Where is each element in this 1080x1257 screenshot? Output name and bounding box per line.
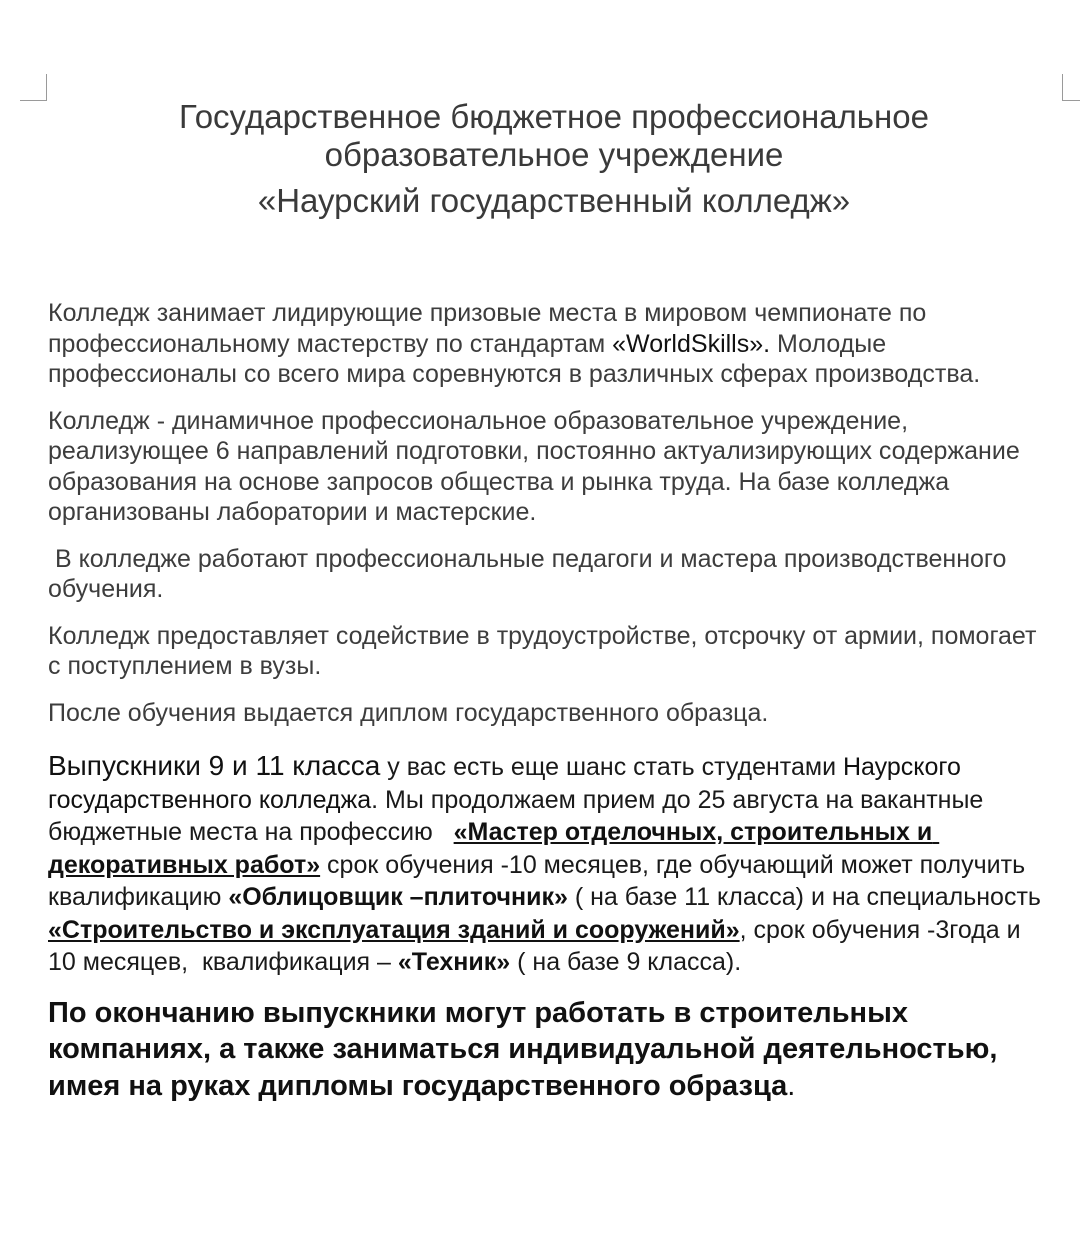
- document-body: [48, 298, 1053, 1120]
- qualification-tiler: «Облицовщик –плиточник»: [228, 883, 568, 911]
- admission-paragraph: [48, 750, 1053, 979]
- paragraph-worldskills: [48, 298, 1053, 390]
- final-paragraph: [48, 995, 1053, 1105]
- admission-text-1: у вас есть еще шанс стать студентами: [380, 753, 843, 781]
- college-name-title: «Наурский государственный колледж»: [257, 182, 851, 219]
- institution-type-line-2: образовательное учреждение: [324, 136, 784, 173]
- paragraph-worldskills-tail: Молодые профессионалы со всего мира соревнуются в различных сферах производства.: [48, 329, 981, 388]
- worldskills-name: «WorldSkills».: [612, 329, 771, 358]
- admission-text-4: ( на базе 11 класса) и на специальность: [567, 883, 1048, 911]
- document-header: [48, 98, 1060, 220]
- qualification-technician: «Техник»: [397, 948, 511, 976]
- graduates-lead: Выпускники 9 и 11 класса: [48, 750, 381, 781]
- final-text: По окончанию выпускники могут работать в строительных компаниях, а также заниматься индивидуальной деятельностью, имея на руках дипломы государственного образца: [48, 996, 998, 1102]
- specialty-link: «Строительство и эксплуатация зданий и сооружений»: [48, 915, 740, 944]
- final-dot: .: [787, 1069, 796, 1102]
- paragraph-support: Колледж предоставляет содействие в трудоустройстве, отсрочку от армии, помогает с поступлением в вузы.: [48, 621, 1037, 680]
- top-right-margin-mark: [1062, 74, 1080, 101]
- institution-type-line-1: Государственное бюджетное профессиональное: [179, 98, 929, 135]
- paragraph-teachers: В колледже работают профессиональные педагоги и мастера производственного обучения.: [48, 544, 1014, 603]
- admission-text-3: срок обучения -10 месяцев, где обучающий может получить квалификацию: [48, 850, 1033, 911]
- top-left-margin-mark: [20, 74, 47, 101]
- paragraph-diploma: После обучения выдается диплом государственного образца.: [48, 698, 769, 727]
- admission-text-2: . Мы продолжаем прием до 25 августа на вакантные бюджетные места на профессию: [48, 785, 991, 846]
- paragraph-dynamic: Колледж - динамичное профессиональное образовательное учреждение, реализующее 6 направлений подготовки, постоянно актуализирующих содержание образования на основе запросов общества и рынка труда. На базе колледжа организованы лаборатории и мастерские.: [48, 406, 1020, 526]
- profession-link: «Мастер отделочных, строительных и декоративных работ»: [48, 818, 940, 879]
- paragraph-worldskills-text: Колледж занимает лидирующие призовые места в мировом чемпионате по профессиональному мастерству по стандартам: [48, 299, 927, 358]
- admission-text-6: ( на базе 9 класса).: [510, 948, 742, 976]
- college-mention: Наурского государственного колледжа: [48, 753, 968, 814]
- admission-text-5: , срок обучения -3года и 10 месяцев, квалификация –: [48, 915, 1028, 976]
